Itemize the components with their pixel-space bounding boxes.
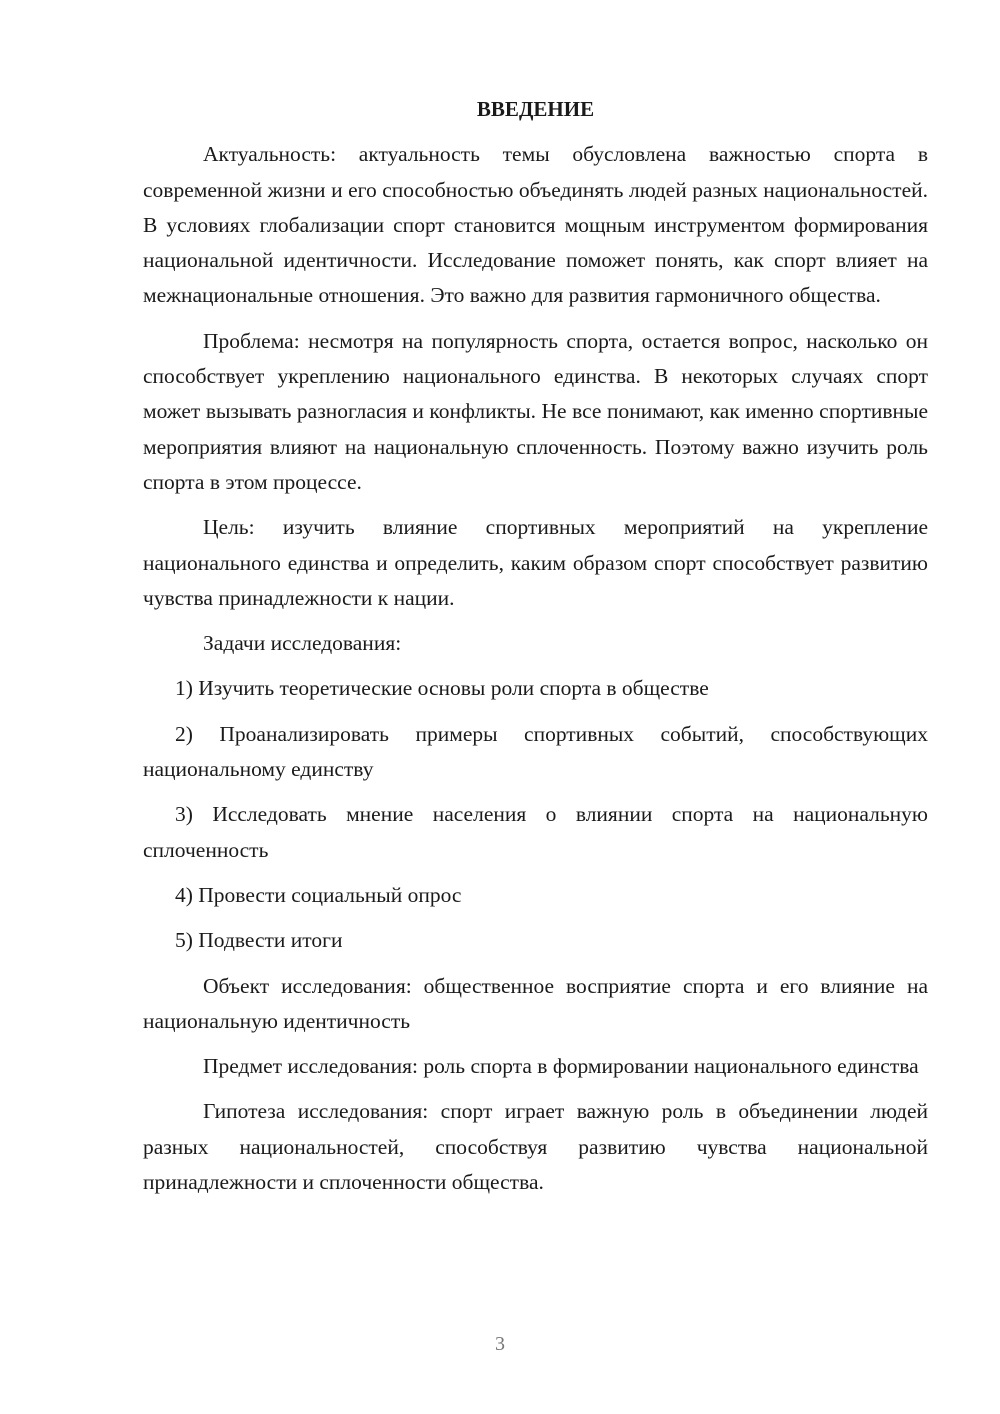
subject-paragraph: Предмет исследования: роль спорта в формировании национального единства — [203, 1054, 919, 1079]
document-page — [143, 92, 928, 1210]
task-item-4: 4) Провести социальный опрос — [175, 882, 462, 907]
task-item-3: 3) Исследовать мнение населения о влиянии спорта на национальную сплоченность — [143, 802, 928, 862]
section-title: ВВЕДЕНИЕ — [476, 97, 595, 121]
goal-paragraph: Цель: изучить влияние спортивных мероприятий на укрепление национального единства и определить, каким образом спорт способствует развитию чувства принадлежности к нации. — [143, 515, 928, 610]
relevance-paragraph: Актуальность: актуальность темы обусловлена важностью спорта в современной жизни и его способностью объединять людей разных национальностей. В условиях глобализации спорт становится мощным инструментом формирования национальной идентичности. Исследование поможет понять, как спорт влияет на межнациональные отношения. Это важно для развития гармоничного общества. — [143, 142, 928, 308]
page-number: 3 — [495, 1333, 505, 1355]
hypothesis-paragraph: Гипотеза исследования: спорт играет важную роль в объединении людей разных национальностей, способствуя развитию чувства национальной принадлежности и сплоченности общества. — [143, 1099, 928, 1195]
task-item-1: 1) Изучить теоретические основы роли спорта в обществе — [175, 676, 709, 701]
tasks-heading: Задачи исследования: — [203, 631, 402, 656]
task-item-5: 5) Подвести итоги — [175, 928, 343, 953]
object-paragraph: Объект исследования: общественное восприятие спорта и его влияние на национальную идентичность — [143, 973, 928, 1033]
task-item-2: 2) Проанализировать примеры спортивных событий, способствующих национальному единству — [143, 721, 928, 782]
problem-paragraph: Проблема: несмотря на популярность спорта, остается вопрос, насколько он способствует укреплению национального единства. В некоторых случаях спорт может вызывать разногласия и конфликты. Не все понимают, как именно спортивные мероприятия влияют на национальную сплоченность. Поэтому важно изучить роль спорта в этом процессе. — [143, 328, 928, 494]
